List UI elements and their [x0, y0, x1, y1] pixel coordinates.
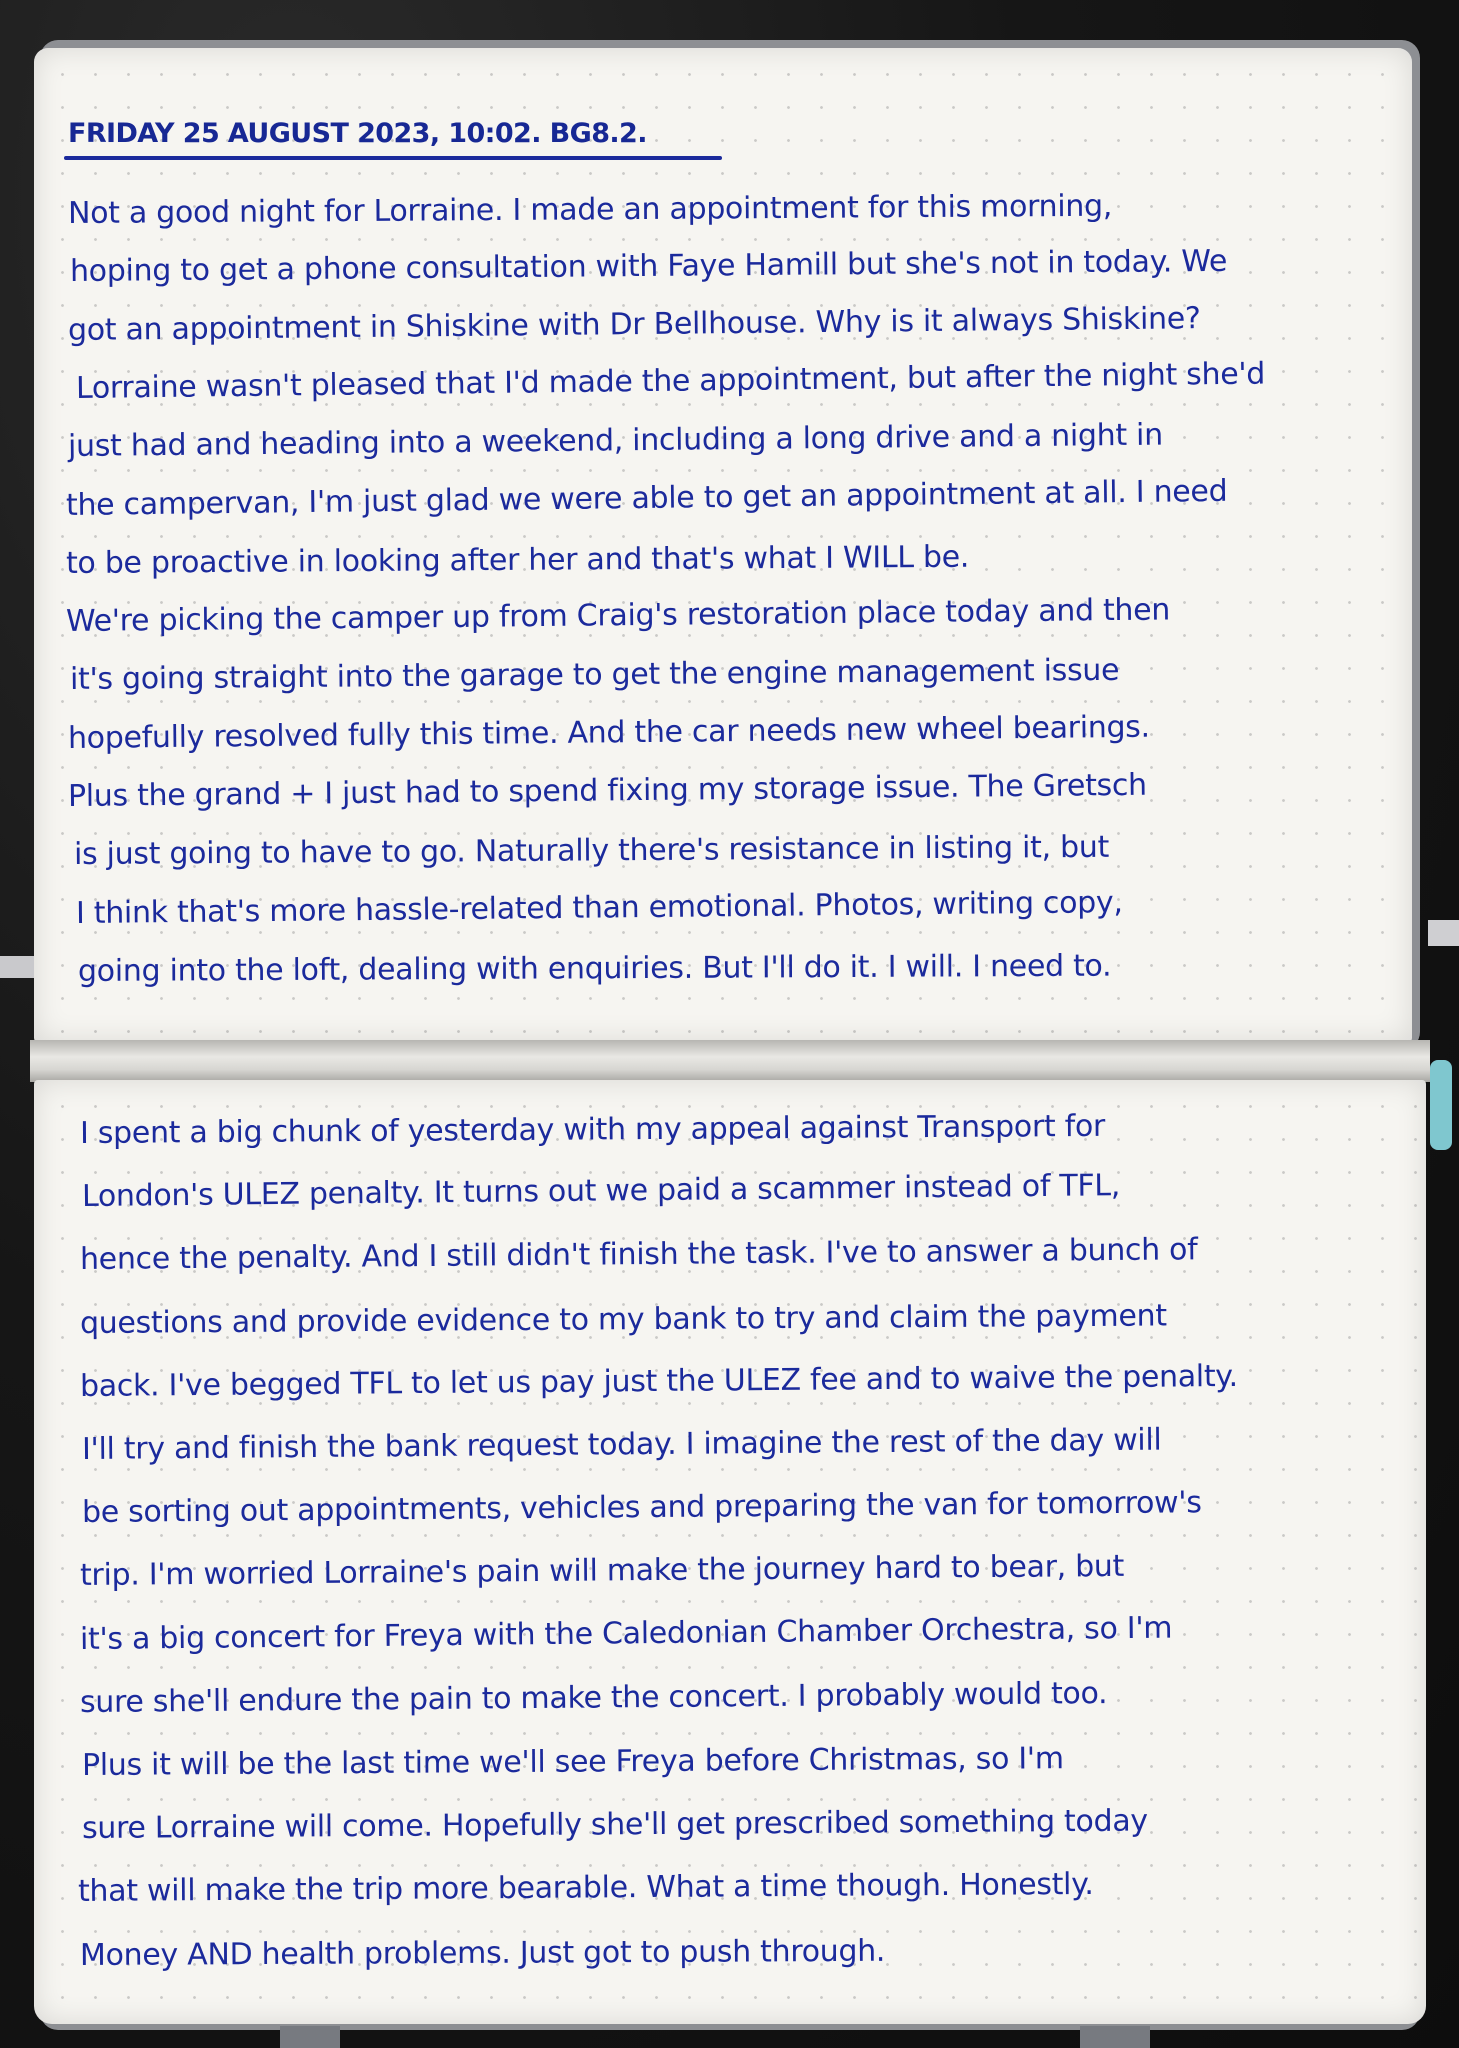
top-page-line: Not a good night for Lorraine. I made an appointment for this morning, [67, 188, 1113, 231]
top-page-line: the campervan, I'm just glad we were able to get an appointment at all. I need [65, 473, 1228, 523]
bottom-page-line: trip. I'm worried Lorraine's pain will make the journey hard to bear, but [79, 1549, 1125, 1594]
bottom-page-line: it's a big concert for Freya with the Caledonian Chamber Orchestra, so I'm [79, 1610, 1173, 1657]
bottom-page-line: Plus it will be the last time we'll see Freya before Christmas, so I'm [81, 1741, 1064, 1783]
top-page-line: is just going to have to go. Naturally there's resistance in listing it, but [73, 830, 1110, 873]
bottom-page-line: questions and provide evidence to my bank to try and claim the payment [79, 1298, 1167, 1341]
bottom-page-line: London's ULEZ penalty. It turns out we paid a scammer instead of TFL, [81, 1168, 1121, 1215]
bottom-page-line: back. I've begged TFL to let us pay just the ULEZ fee and to waive the penalty. [79, 1358, 1238, 1404]
bottom-page-line: Money AND health problems. Just got to push through. [79, 1933, 886, 1973]
top-page-line: got an appointment in Shiskine with Dr Bellhouse. Why is it always Shiskine? [67, 300, 1201, 348]
top-page-line: it's going straight into the garage to get the engine management issue [69, 653, 1120, 698]
top-page-line: going into the loft, dealing with enquiries. But I'll do it. I will. I need to. [77, 948, 1112, 989]
entry-header: FRIDAY 25 AUGUST 2023, 10:02. BG8.2. [68, 118, 647, 149]
top-page-line: Lorraine wasn't pleased that I'd made the appointment, but after the night she'd [75, 356, 1266, 406]
top-page-line: to be proactive in looking after her and that's what I WILL be. [65, 539, 970, 581]
top-page-line: just had and heading into a weekend, including a long drive and a night in [67, 417, 1164, 465]
top-page-line: hoping to get a phone consultation with Faye Hamill but she's not in today. We [69, 244, 1228, 290]
bottom-page-line: be sorting out appointments, vehicles and preparing the van for tomorrow's [81, 1485, 1202, 1531]
top-page-line: I think that's more hassle-related than emotional. Photos, writing copy, [75, 884, 1123, 931]
bottom-page-line: sure Lorraine will come. Hopefully she'll get prescribed something today [81, 1803, 1148, 1847]
top-page-line: We're picking the camper up from Craig's restoration place today and then [65, 592, 1171, 640]
bottom-page-line: that will make the trip more bearable. What a time though. Honestly. [77, 1867, 1094, 1910]
bottom-page-line: hence the penalty. And I still didn't finish the task. I've to answer a bunch of [79, 1232, 1198, 1278]
top-page-line: Plus the grand + I just had to spend fixing my storage issue. The Gretsch [67, 767, 1147, 814]
bottom-page-line: I'll try and finish the bank request today. I imagine the rest of the day will [81, 1422, 1162, 1467]
bottom-page-line: sure she'll endure the pain to make the concert. I probably would too. [79, 1675, 1108, 1720]
bottom-page-line: I spent a big chunk of yesterday with my appeal against Transport for [79, 1108, 1106, 1151]
top-page-line: hopefully resolved fully this time. And the car needs new wheel bearings. [67, 709, 1150, 756]
